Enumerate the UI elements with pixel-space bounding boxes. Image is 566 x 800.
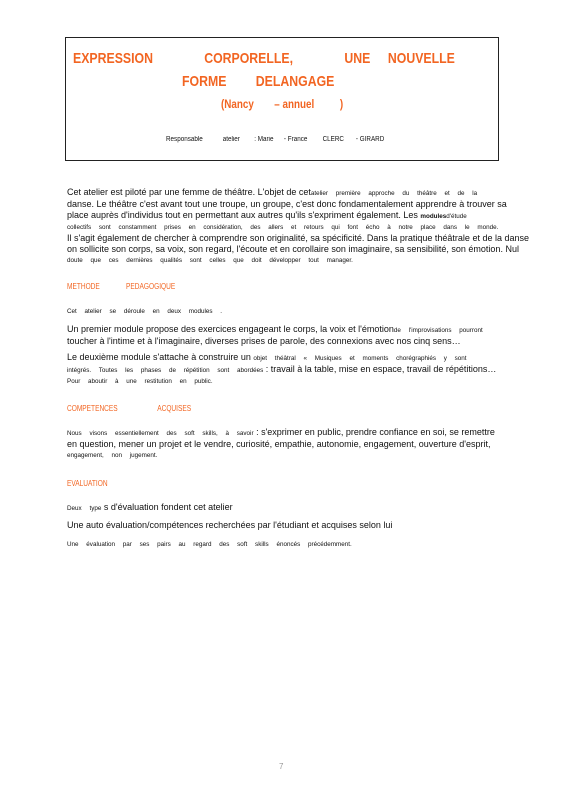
text-line: on sollicite son corps, sa voix, son regard, l'écoute et en corollaire son imaginaire, sa sensibilité, son émotion. Nul bbox=[67, 244, 519, 254]
title-word: FORME bbox=[182, 73, 227, 90]
heading-word: METHODE bbox=[67, 282, 100, 291]
heading-word: PEDAGOGIQUE bbox=[126, 282, 176, 291]
responsable-label: Responsable bbox=[166, 136, 203, 143]
text-line: danse. Le théâtre c'est avant tout une troupe, un groupe, c'est donc fondamentalement apprendre à trouver sa bbox=[67, 199, 507, 209]
title-word: – annuel bbox=[274, 97, 315, 111]
methode-paragraph-1 bbox=[67, 324, 566, 347]
page-number: 7 bbox=[279, 762, 284, 771]
text-line: Une auto évaluation/compétences recherchées par l'étudiant et acquises selon lui bbox=[67, 520, 393, 530]
methode-paragraph-2 bbox=[67, 352, 566, 387]
title-word: UNE bbox=[344, 50, 371, 67]
text-span: Un premier module propose des exercices engageant le corps, la voix et l'émotion bbox=[67, 324, 394, 334]
title-word: DELANGAGE bbox=[255, 73, 335, 90]
text-line-small: engagement, non jugement. bbox=[67, 452, 158, 459]
responsable-word: CLERC bbox=[322, 136, 344, 143]
title-word: EXPRESSION bbox=[73, 50, 153, 67]
title-word: CORPORELLE, bbox=[204, 50, 294, 67]
text-span: s d'évaluation fondent cet atelier bbox=[103, 502, 233, 512]
competences-paragraph bbox=[67, 427, 566, 461]
responsable-word: : Marie bbox=[254, 136, 274, 143]
text-line: Il s'agit également de chercher à comprendre son originalité, sa spécificité. Dans la pratique théâtrale et de la danse bbox=[67, 233, 529, 243]
evaluation-line-1 bbox=[67, 502, 566, 514]
text-span: place auprès d'individus tout en permettant aux autres qu'ils s'expriment également. Les bbox=[67, 210, 418, 220]
text-line: toucher à l'intime et à l'imaginaire, diverses prises de parole, des connexions avec nos cinq sens… bbox=[67, 336, 461, 346]
text-span-small: Deux type bbox=[67, 505, 102, 512]
text-span-small: objet théâtral « Musiques et moments chorégraphiés y sont bbox=[253, 355, 467, 362]
text-span: Le deuxième module s'attache à construire un bbox=[67, 352, 251, 362]
title-word: NOUVELLE bbox=[387, 50, 455, 67]
text-line: en question, mener un projet et le vendre, curiosité, empathie, autonomie, engagement, ouverture d'esprit, bbox=[67, 439, 491, 449]
text-line-small: Pour aboutir à une restitution en public. bbox=[67, 378, 213, 385]
text-span-small: atelier première approche du théâtre et de la bbox=[310, 190, 478, 197]
responsable-word: - France bbox=[283, 136, 308, 143]
responsable-word: atelier bbox=[222, 136, 240, 143]
text-span-small: d'étude bbox=[446, 213, 467, 220]
evaluation-line-2 bbox=[67, 520, 566, 531]
heading-word: COMPETENCES bbox=[67, 404, 118, 413]
text-span-small: de l'improvisations pourront bbox=[393, 327, 483, 334]
text-span: : travail à la table, mise en espace, travail de répétitions… bbox=[265, 364, 497, 374]
text-line-small: doute que ces dernières qualités sont celles que doit développer tout manager. bbox=[67, 257, 353, 264]
text-span-small: intégrés. Toutes les phases de répétition sont abordées bbox=[67, 367, 264, 374]
title-word: (Nancy bbox=[221, 97, 254, 111]
heading-word: EVALUATION bbox=[67, 479, 108, 488]
evaluation-line-3 bbox=[67, 539, 566, 550]
title-word: ) bbox=[339, 97, 344, 111]
text-line-small: collectifs sont constamment prises en considération, des allers et retours qui font écho à notre place dans le monde. bbox=[67, 224, 499, 231]
text-span-small: Nous visons essentiellement des soft skills, à savoir bbox=[67, 430, 254, 437]
heading-word: ACQUISES bbox=[157, 404, 192, 413]
text-line-small: Une évaluation par ses pairs au regard des soft skills énoncés précédemment. bbox=[67, 541, 352, 548]
text-line-small: Cet atelier se déroule en deux modules . bbox=[67, 308, 223, 315]
intro-paragraph bbox=[67, 187, 566, 266]
text-span: : s'exprimer en public, prendre confiance en soi, se remettre bbox=[256, 427, 495, 437]
methode-line-1 bbox=[67, 306, 566, 317]
text-span: Cet atelier est piloté par une femme de théâtre. L'objet de cet bbox=[67, 187, 311, 197]
text-span-small: modules bbox=[420, 213, 447, 220]
responsable-word: - GIRARD bbox=[355, 136, 385, 143]
